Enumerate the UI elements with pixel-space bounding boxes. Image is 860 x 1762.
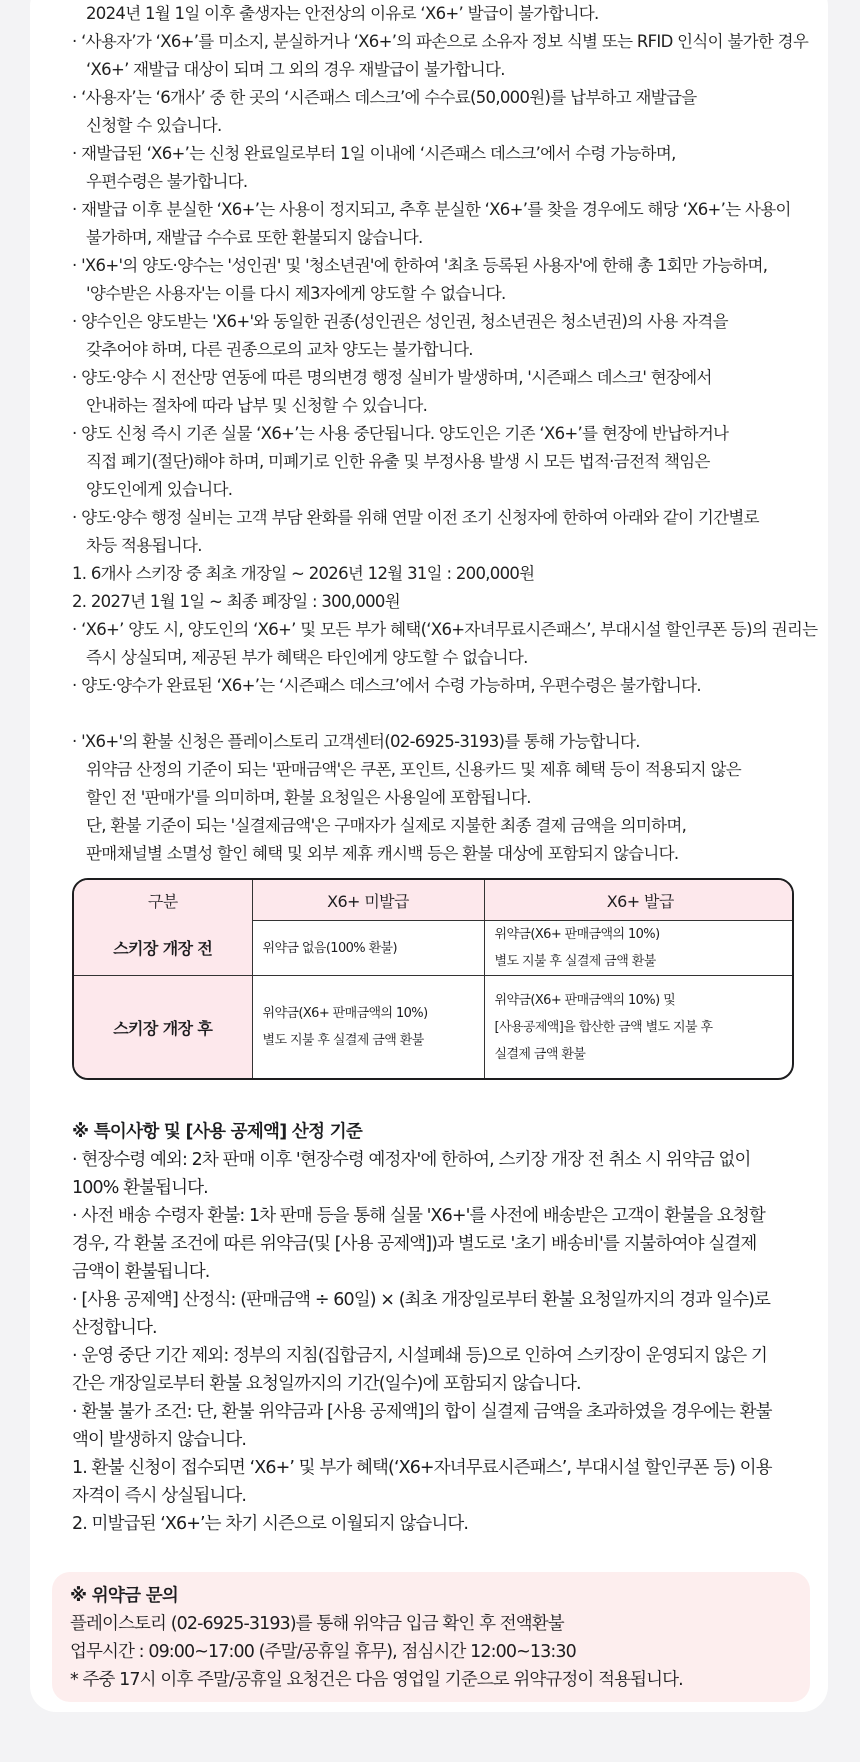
- list-item: 신청할 수 있습니다.: [86, 116, 222, 135]
- penalty-inquiry-box: [52, 1572, 810, 1702]
- row-label-before-open: 스키장 개장 전: [74, 921, 252, 976]
- inquiry-line: * 주중 17시 이후 주말/공휴일 요청건은 다음 영업일 기준으로 위약규정이 적용됩니다.: [70, 1670, 683, 1690]
- list-item: 직접 폐기(절단)해야 하며, 미폐기로 인한 유출 및 부정사용 발생 시 모든 법적·금전적 책임은: [86, 452, 710, 471]
- list-item: 차등 적용됩니다.: [86, 536, 202, 555]
- list-item: · 'X6+'의 양도·양수는 '성인권' 및 '청소년권'에 한하여 '최초 등록된 사용자'에 한해 총 1회만 가능하며,: [72, 256, 768, 275]
- list-item: 양도인에게 있습니다.: [86, 480, 233, 499]
- list-item: '양수받은 사용자'는 이를 다시 제3자에게 양도할 수 없습니다.: [86, 284, 506, 303]
- policy-terms-list: [72, 0, 818, 868]
- list-item: 안내하는 절차에 따라 납부 및 신청할 수 있습니다.: [86, 396, 428, 415]
- table-header-issued: X6+ 발급: [484, 880, 794, 921]
- table-cell: 위약금(X6+ 판매금액의 10%) 및 [사용공제액]을 합산한 금액 별도 지불 후 실결제 금액 환불: [484, 976, 794, 1079]
- table-header-not-issued: X6+ 미발급: [252, 880, 484, 921]
- list-item: 간은 개장일로부터 환불 요청일까지의 기간(일수)에 포함되지 않습니다.: [72, 1374, 581, 1394]
- list-item: 금액이 환불됩니다.: [72, 1262, 210, 1282]
- list-item: · 양도·양수가 완료된 ‘X6+’는 ‘시즌패스 데스크’에서 수령 가능하며, 우편수령은 불가합니다.: [72, 676, 701, 695]
- list-item: · 사전 배송 수령자 환불: 1차 판매 등을 통해 실물 'X6+'를 사전에 배송받은 고객이 환불을 요청할: [72, 1206, 765, 1226]
- list-item: · ‘사용자’가 ‘X6+’를 미소지, 분실하거나 ‘X6+’의 파손으로 소유자 정보 식별 또는 RFID 인식이 불가한 경우: [72, 32, 809, 51]
- list-item: 판매채널별 소멸성 할인 혜택 및 외부 제휴 캐시백 등은 환불 대상에 포함되지 않습니다.: [86, 844, 679, 863]
- list-item: 즉시 상실되며, 제공된 부가 혜택은 타인에게 양도할 수 없습니다.: [86, 648, 528, 667]
- list-item: · 양도 신청 즉시 기존 실물 ‘X6+’는 사용 중단됩니다. 양도인은 기존 ‘X6+’를 현장에 반납하거나: [72, 424, 729, 443]
- list-item: · ‘X6+’ 양도 시, 양도인의 ‘X6+’ 및 모든 부가 혜택(‘X6+자녀무료시즌패스’, 부대시설 할인쿠폰 등)의 권리는: [72, 620, 818, 639]
- list-item: 2. 2027년 1월 1일 ~ 최종 폐장일 : 300,000원: [72, 592, 400, 611]
- special-notes-title: ※ 특이사항 및 [사용 공제액] 산정 기준: [72, 1122, 363, 1142]
- table-cell: 위약금 없음(100% 환불): [252, 921, 484, 976]
- list-item: 2024년 1월 1일 이후 출생자는 안전상의 이유로 ‘X6+’ 발급이 불가합니다.: [86, 4, 599, 23]
- list-item: · 재발급 이후 분실한 ‘X6+’는 사용이 정지되고, 추후 분실한 ‘X6+’를 찾을 경우에도 해당 ‘X6+’는 사용이: [72, 200, 791, 219]
- list-item: · 환불 불가 조건: 단, 환불 위약금과 [사용 공제액]의 합이 실결제 금액을 초과하였을 경우에는 환불: [72, 1402, 772, 1422]
- special-notes-list: [72, 1146, 802, 1538]
- list-item: · 양도·양수 행정 실비는 고객 부담 완화를 위해 연말 이전 조기 신청자에 한하여 아래와 같이 기간별로: [72, 508, 759, 527]
- paragraph-gap: [72, 700, 802, 728]
- list-item: · 운영 중단 기간 제외: 정부의 지침(집합금지, 시설폐쇄 등)으로 인하여 스키장이 운영되지 않은 기: [72, 1346, 767, 1366]
- list-item: 불가하며, 재발급 수수료 또한 환불되지 않습니다.: [86, 228, 423, 247]
- list-item: 2. 미발급된 ‘X6+’는 차기 시즌으로 이월되지 않습니다.: [72, 1514, 469, 1534]
- list-item: 100% 환불됩니다.: [72, 1178, 208, 1198]
- list-item: 자격이 즉시 상실됩니다.: [72, 1486, 247, 1506]
- list-item: · [사용 공제액] 산정식: (판매금액 ÷ 60일) × (최초 개장일로부터 환불 요청일까지의 경과 일수)로: [72, 1290, 771, 1310]
- list-item: · 현장수령 예외: 2차 판매 이후 '현장수령 예정자'에 한하여, 스키장 개장 전 취소 시 위약금 없이: [72, 1150, 751, 1170]
- list-item: 산정합니다.: [72, 1318, 157, 1338]
- table-cell: 위약금(X6+ 판매금액의 10%) 별도 지불 후 실결제 금액 환불: [484, 921, 794, 976]
- row-label-after-open: 스키장 개장 후: [74, 976, 252, 1079]
- list-item: · ‘사용자’는 ‘6개사’ 중 한 곳의 ‘시즌패스 데스크’에 수수료(50,000원)를 납부하고 재발급을: [72, 88, 697, 107]
- list-item: · 양수인은 양도받는 'X6+'와 동일한 권종(성인권은 성인권, 청소년권은 청소년권)의 사용 자격을: [72, 312, 728, 331]
- table-header-category: 구분: [74, 880, 252, 921]
- list-item: 우편수령은 불가합니다.: [86, 172, 248, 191]
- list-item: 위약금 산정의 기준이 되는 '판매금액'은 쿠폰, 포인트, 신용카드 및 제휴 혜택 등이 적용되지 않은: [86, 760, 741, 779]
- table-header-row: [74, 880, 794, 921]
- list-item: 1. 환불 신청이 접수되면 ‘X6+’ 및 부가 혜택(‘X6+자녀무료시즌패스’, 부대시설 할인쿠폰 등) 이용: [72, 1458, 772, 1478]
- inquiry-line: 플레이스토리 (02-6925-3193)를 통해 위약금 입금 확인 후 전액환불: [70, 1614, 564, 1634]
- list-item: · 양도·양수 시 전산망 연동에 따른 명의변경 행정 실비가 발생하며, '시즌패스 데스크' 현장에서: [72, 368, 712, 387]
- list-item: ‘X6+’ 재발급 대상이 되며 그 외의 경우 재발급이 불가합니다.: [86, 60, 505, 79]
- refund-penalty-table: [72, 878, 794, 1080]
- special-notes-section: [72, 1118, 802, 1538]
- list-item: 갖추어야 하며, 다른 권종으로의 교차 양도는 불가합니다.: [86, 340, 473, 359]
- list-item: 1. 6개사 스키장 중 최초 개장일 ~ 2026년 12월 31일 : 200,000원: [72, 564, 535, 583]
- inquiry-title: ※ 위약금 문의: [70, 1586, 179, 1606]
- table-cell: 위약금(X6+ 판매금액의 10%) 별도 지불 후 실결제 금액 환불: [252, 976, 484, 1079]
- list-item: 경우, 각 환불 조건에 따른 위약금(및 [사용 공제액])과 별도로 '초기 배송비'를 지불하여야 실결제: [72, 1234, 757, 1254]
- list-item: 할인 전 '판매가'를 의미하며, 환불 요청일은 사용일에 포함됩니다.: [86, 788, 531, 807]
- inquiry-line: 업무시간 : 09:00~17:00 (주말/공휴일 휴무), 점심시간 12:00~13:30: [70, 1642, 576, 1662]
- list-item: 단, 환불 기준이 되는 '실결제금액'은 구매자가 실제로 지불한 최종 결제 금액을 의미하며,: [86, 816, 687, 835]
- list-item: · 재발급된 ‘X6+’는 신청 완료일로부터 1일 이내에 ‘시즌패스 데스크’에서 수령 가능하며,: [72, 144, 676, 163]
- table-row: [74, 976, 794, 1079]
- list-item: 액이 발생하지 않습니다.: [72, 1430, 247, 1450]
- table-row: [74, 921, 794, 976]
- list-item: · 'X6+'의 환불 신청은 플레이스토리 고객센터(02-6925-3193)를 통해 가능합니다.: [72, 732, 640, 751]
